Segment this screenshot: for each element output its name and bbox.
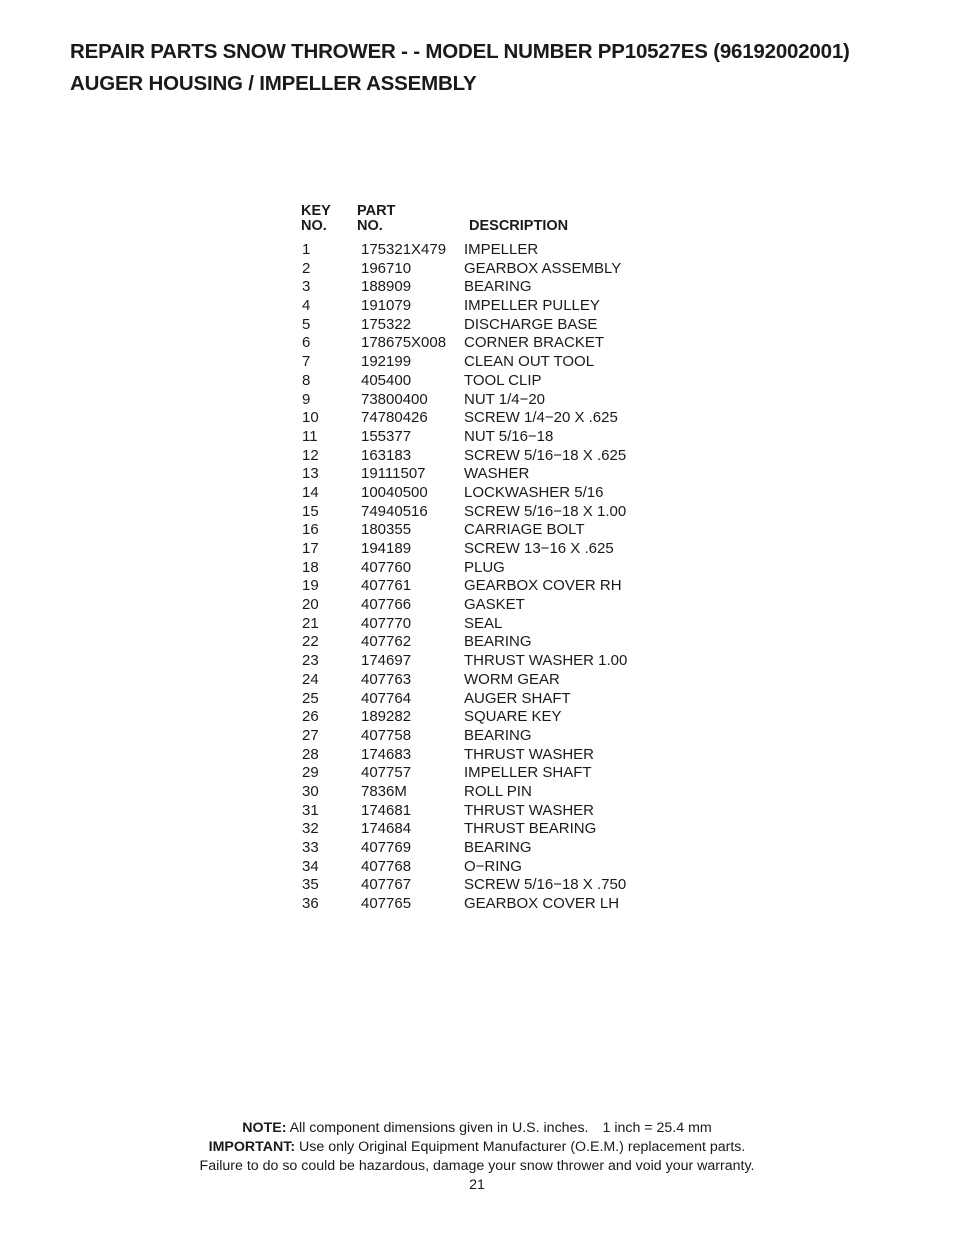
key-no-cell: 18 [302,558,319,576]
key-no-cell: 34 [302,857,319,875]
table-row [301,858,661,877]
part-no-cell: 191079 [361,297,412,315]
table-row [301,447,661,466]
description-cell: SCREW 5/16−18 X 1.00 [464,502,627,520]
description-cell: BEARING [464,839,532,856]
part-no-cell: 407765 [361,895,412,913]
table-row [301,334,661,353]
description-cell: THRUST WASHER 1.00 [464,652,628,670]
key-no-cell: 9 [302,390,311,408]
key-no-cell: 24 [302,670,319,688]
table-row [301,316,661,335]
key-no-cell: 12 [302,446,319,464]
key-no-cell: 13 [302,465,319,483]
table-row [301,372,661,391]
part-no-header-line-1: PART [357,203,396,219]
footer-notes [0,1119,954,1195]
table-row [301,241,661,260]
key-no-cell: 19 [302,577,319,595]
key-no-cell: 31 [302,801,319,819]
page-title [70,36,930,100]
key-no-cell: 7 [302,353,311,371]
table-row [301,633,661,652]
part-no-cell: 192199 [361,353,412,371]
description-cell: ROLL PIN [464,782,532,800]
description-cell: BEARING [464,726,532,744]
key-no-cell: 17 [302,540,319,557]
description-cell: SEAL [464,614,503,632]
key-no-cell: 5 [302,315,311,333]
important-line [0,1138,954,1157]
table-row [301,820,661,839]
table-row [301,690,661,709]
key-no-cell: 6 [302,334,311,352]
description-cell: IMPELLER [464,241,539,258]
part-no-cell: 7836M [361,782,407,800]
key-no-cell: 20 [302,596,319,614]
description-cell: WASHER [464,465,530,483]
part-no-cell: 174683 [361,745,412,763]
part-no-cell: 407764 [361,689,412,707]
part-no-cell: 407766 [361,596,412,614]
description-cell: CORNER BRACKET [464,334,605,352]
part-no-cell: 194189 [361,540,412,557]
page-title-line-1: REPAIR PARTS SNOW THROWER - - MODEL NUMBER PP10527ES (96192002001) [70,40,850,63]
key-no-cell: 15 [302,502,319,520]
description-cell: CLEAN OUT TOOL [464,353,595,371]
part-no-cell: 174697 [361,652,412,670]
key-no-cell: 33 [302,839,319,856]
key-no-cell: 25 [302,689,319,707]
note-text: All component dimensions given in U.S. inches. [289,1120,589,1136]
table-row [301,802,661,821]
part-no-cell: 163183 [361,446,412,464]
key-no-cell: 4 [302,297,311,315]
description-cell: CARRIAGE BOLT [464,521,585,539]
key-no-cell: 30 [302,782,319,800]
table-row [301,671,661,690]
part-no-cell: 174681 [361,801,412,819]
description-cell: NUT 5/16−18 [464,427,554,445]
key-no-cell: 11 [302,427,318,445]
description-cell: GEARBOX COVER RH [464,577,622,595]
key-no-cell: 23 [302,652,319,670]
part-no-header-line-2: NO. [357,218,383,234]
description-cell: THRUST WASHER [464,745,595,763]
part-no-cell: 175321X479 [361,241,447,258]
description-cell: LOCKWASHER 5/16 [464,483,604,501]
table-row [301,764,661,783]
description-cell: SQUARE KEY [464,708,562,726]
table-row [301,465,661,484]
key-no-cell: 1 [302,241,311,258]
part-no-cell: 10040500 [361,483,428,501]
part-no-cell: 407769 [361,839,412,856]
part-no-cell: 407767 [361,876,412,894]
part-no-cell: 196710 [361,259,412,277]
description-cell: SCREW 13−16 X .625 [464,540,614,557]
part-no-cell: 19111507 [361,465,426,483]
table-row [301,409,661,428]
table-row [301,278,661,297]
table-row [301,503,661,522]
part-no-cell: 175322 [361,315,412,333]
table-row [301,746,661,765]
part-no-cell: 180355 [361,521,412,539]
key-no-cell: 10 [302,409,319,427]
description-cell: WORM GEAR [464,670,560,688]
part-no-cell: 407758 [361,726,412,744]
table-row [301,540,661,559]
table-row [301,615,661,634]
table-row [301,708,661,727]
part-no-cell: 407770 [361,614,412,632]
description-cell: SCREW 5/16−18 X .625 [464,446,627,464]
table-row [301,596,661,615]
table-row [301,428,661,447]
description-cell: NUT 1/4−20 [464,390,546,408]
key-no-cell: 26 [302,708,319,726]
description-cell: GEARBOX COVER LH [464,895,620,913]
part-no-cell: 174684 [361,820,412,838]
description-cell: GASKET [464,596,525,614]
part-no-cell: 178675X008 [361,334,447,352]
key-no-cell: 36 [302,895,319,913]
key-no-cell: 22 [302,633,319,651]
table-row [301,577,661,596]
key-no-cell: 21 [302,614,319,632]
description-cell: BEARING [464,633,532,651]
description-cell: BEARING [464,278,532,296]
warning-line: Failure to do so could be hazardous, damage your snow thrower and void your warranty. [199,1158,755,1174]
key-no-header-line-1: KEY [301,203,331,219]
part-no-cell: 189282 [361,708,412,726]
part-no-cell: 407761 [361,577,412,595]
description-cell: IMPELLER PULLEY [464,297,600,315]
table-row [301,484,661,503]
part-no-cell: 407763 [361,670,412,688]
description-cell: THRUST BEARING [464,820,597,838]
table-row [301,521,661,540]
key-no-cell: 14 [302,483,319,501]
part-no-cell: 405400 [361,371,412,389]
description-cell: IMPELLER SHAFT [464,764,592,782]
key-no-cell: 35 [302,876,319,894]
key-no-cell: 27 [302,726,319,744]
key-no-header-line-2: NO. [301,218,327,234]
table-row [301,297,661,316]
table-row [301,260,661,279]
key-no-cell: 32 [302,820,319,838]
important-label: IMPORTANT: [208,1139,296,1155]
parts-list-rows [301,241,661,914]
description-cell: PLUG [464,558,505,576]
table-row [301,559,661,578]
description-cell: THRUST WASHER [464,801,595,819]
key-no-cell: 16 [302,521,319,539]
description-header: DESCRIPTION [469,218,569,234]
description-cell: SCREW 1/4−20 X .625 [464,409,618,427]
description-cell: O−RING [464,857,522,875]
description-cell: SCREW 5/16−18 X .750 [464,876,627,894]
table-row [301,652,661,671]
description-cell: AUGER SHAFT [464,689,571,707]
key-no-cell: 28 [302,745,319,763]
parts-list-header [301,204,661,244]
page-title-line-2: AUGER HOUSING / IMPELLER ASSEMBLY [70,72,477,95]
part-no-cell: 407757 [361,764,412,782]
table-row [301,727,661,746]
table-row [301,895,661,914]
important-text: Use only Original Equipment Manufacturer (O.E.M.) replacement parts. [299,1139,746,1155]
description-cell: GEARBOX ASSEMBLY [464,259,622,277]
description-cell: DISCHARGE BASE [464,315,598,333]
table-row [301,353,661,372]
part-no-cell: 407768 [361,857,412,875]
unit-conversion: 1 inch = 25.4 mm [602,1120,712,1136]
description-cell: TOOL CLIP [464,371,542,389]
part-no-cell: 407762 [361,633,412,651]
note-line [0,1119,954,1138]
key-no-cell: 8 [302,371,311,389]
page-number: 21 [469,1177,485,1193]
key-no-cell: 3 [302,278,311,296]
part-no-cell: 73800400 [361,390,428,408]
key-no-cell: 2 [302,259,311,277]
part-no-cell: 155377 [361,427,412,445]
part-no-cell: 188909 [361,278,412,296]
parts-list [301,203,661,913]
key-no-cell: 29 [302,764,319,782]
note-label: NOTE: [242,1120,287,1136]
table-row [301,839,661,858]
part-no-cell: 74780426 [361,409,428,427]
table-row [301,783,661,802]
table-row [301,391,661,410]
table-row [301,876,661,895]
part-no-cell: 74940516 [361,502,428,520]
part-no-cell: 407760 [361,558,412,576]
